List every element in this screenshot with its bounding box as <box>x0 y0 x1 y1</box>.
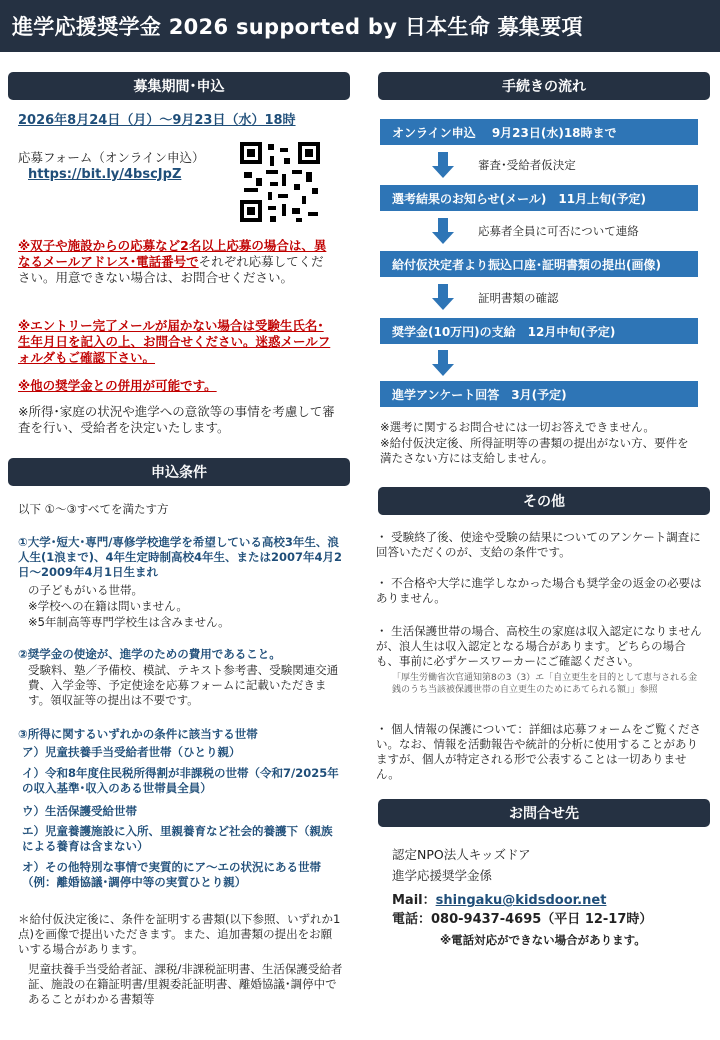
application-period: 2026年8月24日（月）～9月23日（水）18時 <box>18 113 296 128</box>
qr-code[interactable] <box>240 142 320 222</box>
contact-tel-note: ※電話対応ができない場合があります。 <box>440 933 646 947</box>
contact-mail-label: Mail： <box>392 893 436 908</box>
note-screening: ※所得･家庭の状況や進学への意欲等の事情を考慮して審査を行い、受給者を決定いたします。 <box>18 404 335 435</box>
contact-tel: 電話：080-9437-4695（平日 12-17時） <box>392 912 653 927</box>
form-label: 応募フォーム（オンライン申込） <box>18 150 205 165</box>
documents-list: 児童扶養手当受給者証、課税/非課税証明書、生活保護受給者証、施設の在籍証明書/里親委託証明書、離婚協議･調停中であることがわかる書類等 <box>28 962 343 1006</box>
arrow-down-icon <box>432 284 454 312</box>
condition-1-note-2: ※5年制高等専門学校生は含みません。 <box>28 615 230 629</box>
note-multiple-applicants <box>18 238 336 286</box>
condition-3-item: エ）児童養護施設に入所、里親養育など社会的養護下（親族による養育は含まない） <box>22 824 333 853</box>
flow-step-3: 給付仮決定者より振込口座･証明書類の提出(画像) <box>380 251 698 277</box>
arrow-down-icon <box>432 152 454 180</box>
note-entry-mail: ※エントリー完了メールが届かない場合は受験生氏名･生年月日を記入の上、お問合せください。迷惑メールフォルダもご確認下さい。 <box>18 318 331 365</box>
flow-step-2: 選考結果のお知らせ(メール) 11月上旬(予定) <box>380 185 698 211</box>
note-multiple-applicants-rest: それぞれ応募してください。用意できない場合は、お問合せください。 <box>18 254 324 285</box>
condition-1-note-1: ※学校への在籍は問いません。 <box>28 599 188 613</box>
other-item-3-reference: 「厚生労働省次官通知第8の3（3）エ「自立更生を目的として恵与される金銭のうち当該被保護世帯の自立更生のためにあてられる額」」参照 <box>392 673 698 695</box>
condition-3-item: イ）令和8年度住民税所得割が非課税の世帯（令和7/2025年の収入基準･収入のある世帯員全員） <box>22 766 339 795</box>
flow-step-5: 進学アンケート回答 3月(予定) <box>380 381 698 407</box>
condition-2-title: ②奨学金の使途が、進学のための費用であること。 <box>18 647 281 661</box>
section-heading-contact: お問合せ先 <box>378 799 710 827</box>
section-heading-flow: 手続きの流れ <box>378 72 710 100</box>
note-multiple-applicants-warning: ※双子や施設からの応募など2名以上応募の場合は、異なるメールアドレス･電話番号で <box>18 238 327 269</box>
condition-3-item: ア）児童扶養手当受給者世帯（ひとり親） <box>22 745 241 759</box>
other-item-1: ・ 受験終了後、使途や受験の結果についてのアンケート調査に回答いただくのが、支給の条件です。 <box>376 530 701 559</box>
condition-2-body: 受験料、塾／予備校、模試、テキスト参考書、受験関連交通費、入学金等、予定使途を応募フォームに記載いただきます。領収証等の提出は不要です。 <box>28 663 339 707</box>
other-item-3: ・ 生活保護世帯の場合、高校生の家庭は収入認定になりませんが、浪人生は収入認定となる場合があります。どちらの場合も、事前に必ずケースワーカーにご確認ください。 <box>376 624 702 668</box>
section-heading-other: その他 <box>378 487 710 515</box>
contact-org: 認定NPO法人キッズドア <box>392 847 531 862</box>
flow-between-2: 応募者全員に可否について連絡 <box>478 224 639 238</box>
contact-dept: 進学応援奨学金係 <box>392 868 493 883</box>
flow-between-3: 証明書類の確認 <box>478 291 559 305</box>
flow-between-1: 審査･受給者仮決定 <box>478 158 576 172</box>
condition-1-title: ①大学･短大･専門/専修学校進学を希望している高校3年生、浪人生(1浪まで)、4年生定時制高校4年生、または2007年4月2日～2009年4月1日生まれ <box>18 535 343 579</box>
contact-mail-link[interactable]: shingaku@kidsdoor.net <box>435 893 607 908</box>
form-link[interactable]: https://bit.ly/4bscJpZ <box>28 167 182 182</box>
condition-3-title: ③所得に関するいずれかの条件に該当する世帯 <box>18 727 258 741</box>
flow-note-1: ※選考に関するお問合せには一切お答えできません。 <box>380 420 655 434</box>
other-item-4: ・ 個人情報の保護について：詳細は応募フォームをご覧ください。なお、情報を活動報告や統計的分析に使用することがありますが、個人が特定される形で公表することは一切ありません。 <box>376 722 701 781</box>
arrow-down-icon <box>432 350 454 378</box>
conditions-intro: 以下 ①～③すべてを満たす方 <box>18 502 169 516</box>
flow-step-1: オンライン申込 9月23日(水)18時まで <box>380 119 698 145</box>
section-heading-period: 募集期間･申込 <box>8 72 350 100</box>
condition-3-item: ウ）生活保護受給世帯 <box>22 804 137 818</box>
flow-note-2: ※給付仮決定後、所得証明等の書類の提出がない方、要件を満たさない方には支給しません。 <box>380 436 689 465</box>
documents-footnote: ＊給付仮決定後に、条件を証明する書類(以下参照、いずれか1点)を画像で提出いただきます。また、追加書類の提出をお願いする場合があります。 <box>18 912 341 956</box>
section-heading-conditions: 申込条件 <box>8 458 350 486</box>
arrow-down-icon <box>432 218 454 246</box>
flow-step-4: 奨学金(10万円)の支給 12月中旬(予定) <box>380 318 698 344</box>
condition-3-item: オ）その他特別な事情で実質的にア～エの状況にある世帯（例：離婚協議･調停中等の実質ひとり親） <box>22 860 321 889</box>
note-combined-scholarship: ※他の奨学金との併用が可能です。 <box>18 378 217 393</box>
other-item-2: ・ 不合格や大学に進学しなかった場合も奨学金の返金の必要はありません。 <box>376 576 702 605</box>
condition-1-rest: の子どもがいる世帯。 <box>28 583 143 597</box>
page-title: 進学応援奨学金 2026 supported by 日本生命 募集要項 <box>0 0 720 52</box>
contact-mail-row <box>392 893 606 909</box>
